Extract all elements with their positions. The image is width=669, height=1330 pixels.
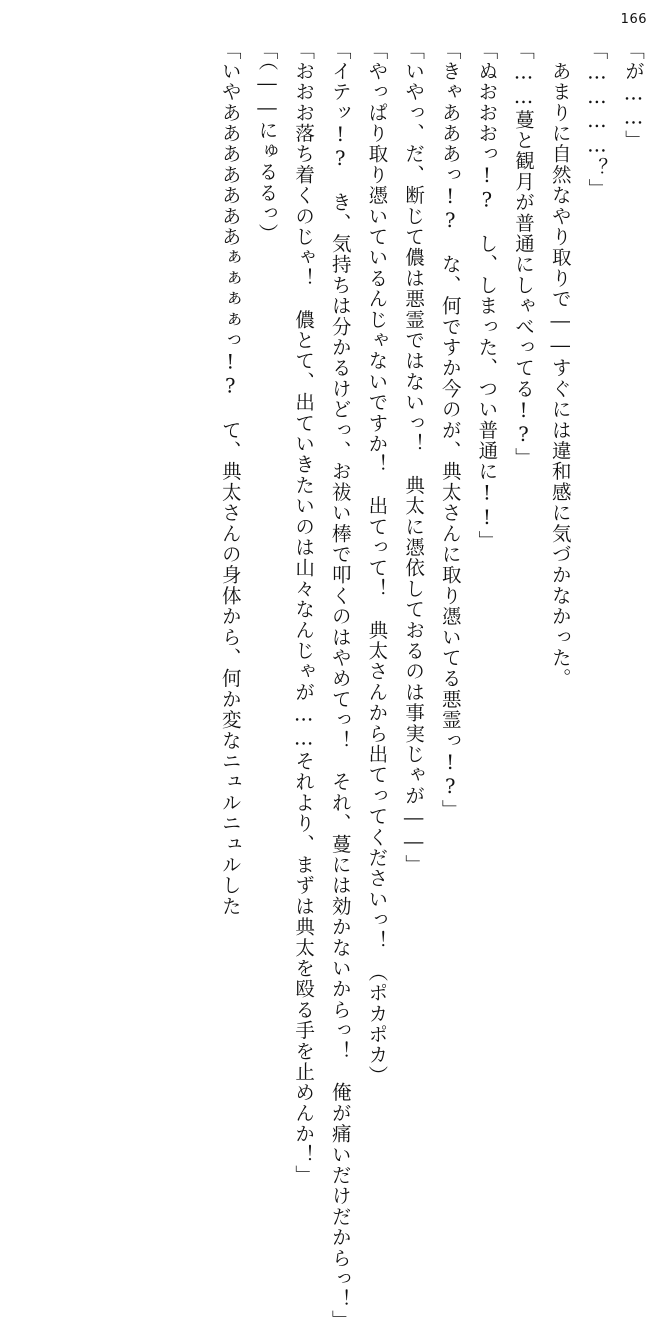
page-number: 166 — [620, 12, 647, 27]
text-line: 「ぬおおおっ!? し、しまった、つい普通に!!」 — [475, 40, 499, 551]
text-line: 「おおお落ち着くのじゃ！ 儂とて、出ていきたいのは山々なんじゃが……それより、まずは典太を殴る手を止めんか！」 — [292, 40, 316, 1186]
text-line: 「やっぱり取り憑いているんじゃないですか！ 出てって！ 典太さんから出てってくださいっ！ （ポカポカ） — [365, 40, 389, 1086]
text-line: 「が……」 — [622, 40, 645, 151]
text-line: 「いやあああああああぁぁぁぁっ!? て、典太さんの身体から、何か変なニュルニュルした — [218, 40, 242, 917]
text-line: 「いやっ、だ、断じて儂は悪霊ではないっ！ 典太に憑依しておるのは事実じゃが――」 — [402, 40, 426, 875]
page-text-body — [14, 40, 651, 1330]
text-line: 「…………？」 — [585, 40, 609, 199]
text-line: あまりに自然なやり取りで――すぐには違和感に気づかなかった。 — [548, 40, 572, 689]
text-line: 「イテッ!? き、気持ちは分かるけどっ、お祓い棒で叩くのはやめてっ！ それ、蔓には効かないからっ！ 俺が痛いだけだからっ！」 — [328, 40, 352, 1330]
text-line: 「きゃあああっ!? な、何ですか今のが、典太さんに取り憑いてる悪霊っ!?」 — [438, 40, 462, 820]
text-line: 「……蔓と観月が普通にしゃべってる!?」 — [512, 40, 536, 468]
text-line: 「（――にゅるるっ） — [255, 40, 279, 245]
